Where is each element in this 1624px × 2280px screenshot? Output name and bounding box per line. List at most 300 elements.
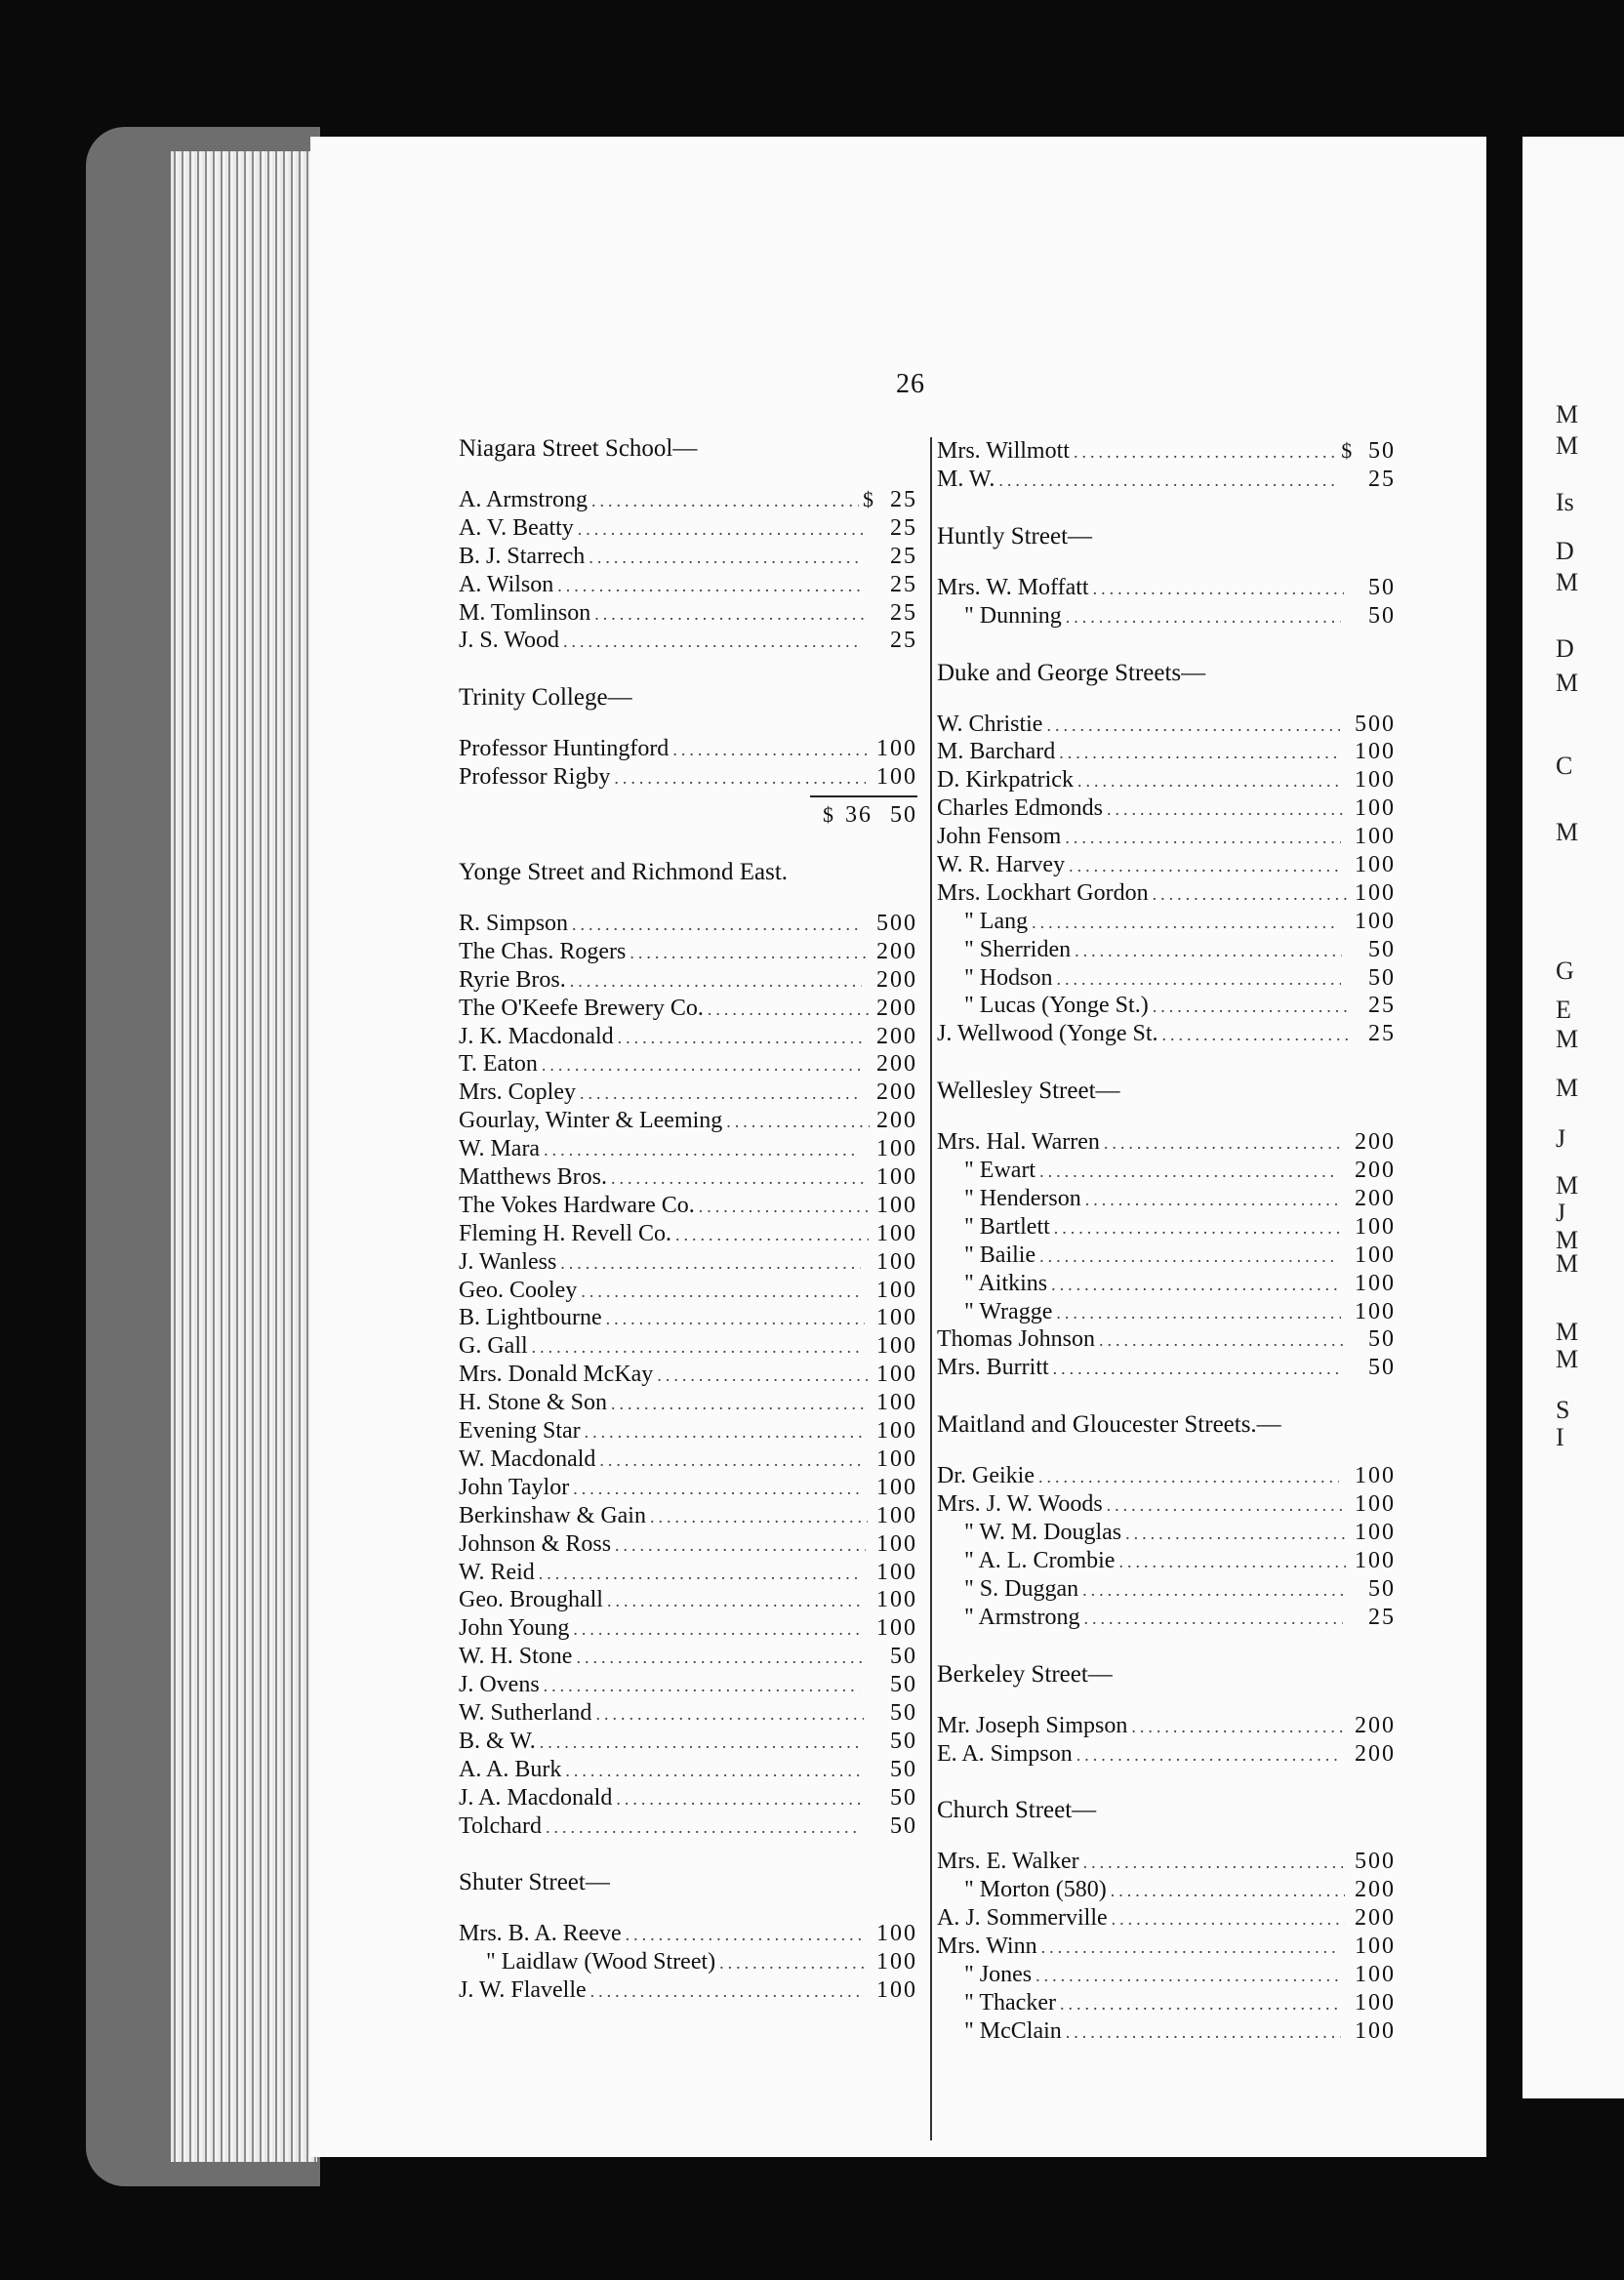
donor-entry	[459, 1332, 917, 1361]
amount-cents: 00	[1368, 1298, 1396, 1324]
donor-name: " A. L. Crombie	[964, 1547, 1116, 1573]
dollar-sign: $	[823, 802, 833, 828]
donor-entry	[459, 486, 917, 514]
dot-leader	[1046, 712, 1339, 740]
dot-leader	[1066, 2018, 1342, 2047]
amount-dollars: 1	[1355, 1298, 1368, 1324]
amount-dollars: 2	[1355, 1129, 1368, 1156]
donor-name: B. & W.	[459, 1728, 536, 1754]
donor-name: Tolchard	[459, 1812, 542, 1839]
amount-dollars: 2	[876, 1108, 890, 1134]
donor-name: Mrs. E. Walker	[937, 1849, 1079, 1875]
dot-leader	[1065, 824, 1341, 852]
dot-leader	[557, 572, 861, 600]
donor-entry	[459, 1756, 917, 1784]
amount-dollars: 2	[876, 1079, 890, 1106]
donor-name: The O'Keefe Brewery Co.	[459, 995, 704, 1021]
next-page-fragment: S	[1556, 1396, 1570, 1424]
dot-leader	[580, 1079, 863, 1108]
donor-name: Dr. Geikie	[937, 1463, 1035, 1489]
donor-entry	[937, 1242, 1396, 1270]
dot-leader	[1104, 1129, 1344, 1158]
amount-cents: 00	[1368, 1270, 1396, 1296]
donor-entry	[459, 1586, 917, 1614]
amount-dollars: 1	[876, 1305, 890, 1331]
next-page-fragment: M	[1556, 669, 1579, 697]
amount-dollars: 1	[876, 1615, 890, 1642]
amount-cents: 00	[889, 1248, 917, 1275]
section-heading: Berkeley Street—	[937, 1660, 1113, 1688]
donor-entry	[937, 879, 1396, 908]
donor-entry	[459, 966, 917, 995]
donor-name: Evening Star	[459, 1418, 581, 1445]
amount-cents: 00	[890, 1023, 917, 1049]
donor-name: R. Simpson	[459, 911, 569, 937]
amount-dollars: 1	[876, 1390, 890, 1416]
donor-entry	[937, 711, 1396, 739]
amount-dollars: 2	[1354, 1158, 1368, 1184]
section-spacer	[937, 1443, 1396, 1462]
amount-cents: 00	[890, 1108, 917, 1134]
section-heading: Maitland and Gloucester Streets.—	[937, 1411, 1281, 1439]
amount-dollars: 1	[1355, 1934, 1368, 1960]
donor-name: The Vokes Hardware Co.	[459, 1192, 695, 1218]
donor-name: " Bailie	[964, 1242, 1036, 1268]
amount-dollars: 2	[876, 995, 890, 1021]
donor-entry	[937, 851, 1396, 879]
donor-name: " Hodson	[964, 964, 1053, 991]
dot-leader	[1082, 1576, 1343, 1605]
amount-dollars: 1	[876, 1220, 890, 1246]
amount-cents: 00	[890, 1079, 917, 1106]
donor-entry	[459, 995, 917, 1023]
donor-entry	[459, 1643, 917, 1671]
amount-dollars: 1	[876, 1136, 890, 1162]
page-stack	[171, 151, 317, 2162]
amount-dollars: 1	[1355, 1270, 1368, 1296]
dot-leader	[1059, 739, 1341, 767]
dot-leader	[1099, 1326, 1344, 1355]
donor-name: Mrs. Burritt	[937, 1355, 1049, 1381]
donor-entry	[937, 1270, 1396, 1298]
dot-leader	[1074, 438, 1337, 467]
donor-entry	[937, 1490, 1396, 1519]
donor-entry	[937, 574, 1396, 602]
donor-entry	[459, 1192, 917, 1220]
donor-name: W. Reid	[459, 1559, 535, 1585]
donor-name: The Chas. Rogers	[459, 938, 627, 964]
donor-name: M. Barchard	[937, 739, 1056, 765]
amount-dollars: 2	[1355, 1712, 1368, 1738]
amount-cents: 50	[1368, 1355, 1396, 1381]
donor-name: John Young	[459, 1615, 570, 1642]
donor-entry	[459, 763, 917, 792]
donor-entry	[459, 1502, 917, 1530]
donor-name: " Lang	[964, 908, 1029, 934]
section-heading: Wellesley Street—	[937, 1078, 1120, 1105]
donor-entry	[459, 1699, 917, 1728]
amount-cents: 00	[890, 1136, 917, 1162]
next-page-fragment: M	[1556, 818, 1579, 846]
next-page-fragment: D	[1556, 537, 1574, 565]
next-page-fragment: M	[1556, 1025, 1579, 1053]
amount-cents: 50	[890, 1812, 918, 1839]
amount-cents: 00	[890, 1333, 917, 1360]
amount-cents: 00	[890, 966, 917, 993]
next-page-edge	[1522, 137, 1624, 2098]
dot-leader	[590, 1977, 864, 2006]
donor-entry	[937, 936, 1396, 964]
donor-entry	[937, 1933, 1396, 1961]
section-heading: Yonge Street and Richmond East.	[459, 859, 789, 886]
amount-cents: 00	[1368, 879, 1396, 906]
donor-entry	[459, 1812, 917, 1841]
amount-dollars: 1	[1355, 852, 1369, 878]
donor-entry	[459, 1163, 917, 1192]
donor-name: Mrs. Hal. Warren	[937, 1129, 1100, 1156]
donor-entry	[937, 1325, 1396, 1354]
donor-entry	[937, 1848, 1396, 1876]
amount-cents: 50	[1368, 964, 1396, 991]
amount-cents: 00	[1368, 1905, 1396, 1932]
dot-leader	[708, 996, 870, 1024]
donor-name: " McClain	[964, 2017, 1062, 2044]
amount-cents: 00	[1368, 1520, 1396, 1546]
dot-leader	[1111, 1877, 1345, 1905]
donor-entry	[459, 599, 917, 628]
donor-name: Mrs. Lockhart Gordon	[937, 879, 1149, 906]
dot-leader	[544, 1136, 860, 1164]
amount-dollars: 2	[876, 938, 890, 964]
donor-entry	[937, 1354, 1396, 1382]
donor-entry	[459, 1107, 917, 1135]
donor-entry	[459, 1559, 917, 1587]
amount-dollars: 1	[876, 1333, 890, 1360]
amount-cents: 00	[1368, 1849, 1396, 1875]
donor-name: A. Wilson	[459, 571, 554, 597]
amount-cents: 25	[890, 628, 918, 654]
dot-leader	[650, 1503, 868, 1531]
donor-name: " Jones	[964, 1961, 1033, 1987]
amount-dollars: 1	[1355, 1242, 1368, 1268]
amount-cents: 00	[1368, 908, 1396, 934]
donor-entry	[459, 1135, 917, 1163]
next-page-fragment: J	[1556, 1124, 1566, 1153]
section-heading: Huntly Street—	[937, 522, 1093, 550]
amount-dollars: 1	[876, 1277, 890, 1303]
amount-cents: 00	[890, 764, 917, 791]
amount-cents: 00	[890, 1615, 917, 1642]
donor-name: " S. Duggan	[964, 1575, 1079, 1602]
donor-name: John Fensom	[937, 824, 1062, 850]
section-spacer	[937, 691, 1396, 711]
amount-cents: 50	[890, 1699, 917, 1726]
donor-name: " Armstrong	[964, 1604, 1080, 1630]
donor-entry	[937, 1298, 1396, 1326]
amount-dollars: 1	[876, 1949, 890, 1975]
dot-leader	[616, 1785, 865, 1813]
amount-cents: 00	[1368, 739, 1396, 765]
section-heading: Niagara Street School—	[459, 435, 698, 462]
dot-leader	[591, 487, 859, 515]
dot-leader	[626, 1921, 867, 1949]
section-spacer	[937, 1692, 1396, 1712]
amount-dollars: 1	[1355, 1213, 1368, 1240]
dot-leader	[573, 1475, 862, 1503]
donor-entry	[459, 1728, 917, 1756]
dot-leader	[1069, 852, 1342, 880]
donor-name: " Wragge	[964, 1298, 1053, 1324]
amount-cents: 00	[1368, 1242, 1396, 1268]
donor-name: W. Mara	[459, 1136, 541, 1162]
dot-leader	[570, 967, 862, 996]
amount-cents: 00	[890, 1220, 917, 1246]
donor-entry	[459, 1614, 917, 1643]
donor-entry	[937, 823, 1396, 851]
dot-leader	[614, 764, 865, 793]
donor-entry	[937, 1185, 1396, 1213]
amount-cents: 00	[1368, 1961, 1396, 1987]
column-divider	[930, 437, 932, 2140]
donor-name: Mrs. Willmott	[937, 438, 1070, 464]
donor-name: Johnson & Ross	[459, 1530, 612, 1557]
donor-name: H. Stone & Son	[459, 1390, 608, 1416]
donor-entry	[459, 938, 917, 966]
dot-leader	[1053, 1355, 1341, 1383]
donor-name: " Thacker	[964, 1989, 1056, 2015]
dot-leader	[657, 1362, 868, 1390]
amount-dollars: 1	[876, 1192, 890, 1218]
next-page-fragment: I	[1556, 1423, 1564, 1451]
dot-leader	[594, 600, 864, 629]
next-page-fragment: M	[1556, 1171, 1579, 1200]
total-dollars: 36	[845, 802, 873, 829]
amount-cents: 00	[1368, 1989, 1396, 2015]
donor-entry	[459, 1050, 917, 1079]
amount-cents: 50	[1368, 1575, 1396, 1602]
amount-cents: 25	[1368, 1021, 1397, 1047]
total-rule	[810, 795, 917, 797]
amount-cents: 25	[890, 514, 917, 541]
subtotal-row	[459, 801, 917, 830]
dot-leader	[589, 544, 863, 572]
donor-name: Matthews Bros.	[459, 1164, 607, 1191]
dot-leader	[532, 1333, 859, 1362]
next-page-fragment: E	[1556, 996, 1571, 1024]
dot-leader	[611, 1390, 865, 1418]
next-page-fragment: C	[1556, 752, 1573, 780]
dot-leader	[1039, 1158, 1339, 1186]
dot-leader	[560, 1249, 861, 1278]
amount-cents: 25	[890, 599, 917, 626]
amount-dollars: 1	[876, 1164, 890, 1191]
dot-leader	[599, 1446, 864, 1475]
amount-cents: 00	[1368, 1877, 1396, 1903]
dot-leader	[1076, 1741, 1343, 1770]
amount-dollars: 1	[876, 1362, 890, 1388]
dot-leader	[1038, 1463, 1339, 1491]
section-heading: Duke and George Streets—	[937, 659, 1206, 686]
amount-dollars: 1	[876, 1474, 890, 1500]
donor-name: D. Kirkpatrick	[937, 767, 1074, 794]
donor-entry	[459, 1445, 917, 1474]
donor-entry	[459, 1976, 917, 2005]
donor-entry	[459, 1220, 917, 1248]
next-page-fragment: M	[1556, 1318, 1579, 1346]
amount-cents: 00	[1368, 1934, 1396, 1960]
donor-entry	[459, 1023, 917, 1051]
amount-dollars: 1	[1355, 739, 1368, 765]
donor-entry	[459, 571, 917, 599]
donor-entry	[937, 1519, 1396, 1547]
amount-cents: 50	[890, 1728, 917, 1754]
donor-name: W. Sutherland	[459, 1699, 592, 1726]
dot-leader	[1075, 937, 1342, 965]
amount-dollars: 1	[1354, 767, 1368, 794]
dot-leader	[699, 1193, 869, 1221]
donor-name: J. A. Macdonald	[459, 1784, 613, 1811]
donor-entry	[459, 910, 917, 938]
donor-entry	[937, 908, 1396, 936]
donor-name: " Henderson	[964, 1186, 1081, 1212]
amount-cents: 00	[889, 1051, 917, 1078]
donor-name: A. V. Beatty	[459, 514, 574, 541]
dot-leader	[607, 1587, 865, 1615]
donor-name: W. Macdonald	[459, 1445, 596, 1472]
amount-dollars: 1	[1354, 824, 1368, 850]
donor-entry	[459, 1389, 917, 1417]
donor-name: " W. M. Douglas	[964, 1520, 1122, 1546]
donor-name: B. J. Starrech	[459, 543, 586, 569]
dot-leader	[546, 1813, 860, 1842]
amount-cents: 00	[1368, 2017, 1396, 2044]
amount-dollars: 1	[876, 764, 890, 791]
next-page-fragment: M	[1556, 1074, 1579, 1102]
amount-dollars: 1	[1355, 795, 1369, 822]
amount-cents: 00	[1367, 824, 1396, 850]
donor-entry	[937, 437, 1396, 466]
amount-cents: 50	[1368, 936, 1396, 962]
donor-name: Thomas Johnson	[937, 1326, 1095, 1353]
section-spacer	[459, 1900, 917, 1920]
amount-cents: 00	[890, 1305, 917, 1331]
donor-name: T. Eaton	[459, 1051, 538, 1078]
dot-leader	[1118, 1548, 1345, 1576]
donor-name: Professor Rigby	[459, 764, 611, 791]
donor-name: M. W.	[937, 466, 995, 492]
donor-name: J. K. Macdonald	[459, 1023, 614, 1049]
dot-leader	[578, 515, 863, 544]
section-spacer	[459, 715, 917, 735]
donor-name: Ryrie Bros.	[459, 966, 566, 993]
dot-leader	[1083, 1849, 1343, 1877]
dot-leader	[1032, 909, 1339, 937]
dot-leader	[998, 467, 1336, 495]
donor-entry	[459, 627, 917, 655]
donor-entry	[937, 992, 1396, 1020]
donor-name: G. Gall	[459, 1333, 528, 1360]
donor-entry	[459, 1304, 917, 1332]
donor-entry	[459, 735, 917, 763]
donor-entry	[459, 1920, 917, 1948]
amount-dollars: 1	[876, 1530, 891, 1557]
amount-dollars: 1	[1355, 1491, 1368, 1518]
donor-name: Geo. Broughall	[459, 1587, 603, 1613]
amount-cents: 00	[1368, 1740, 1396, 1767]
next-page-fragment: M	[1556, 431, 1579, 460]
amount-dollars: 1	[876, 736, 890, 762]
donor-entry	[937, 602, 1396, 631]
donor-name: M. Tomlinson	[459, 599, 591, 626]
dot-leader	[726, 1108, 870, 1136]
section-spacer	[937, 1828, 1396, 1848]
amount-cents: 00	[1368, 1547, 1396, 1573]
donor-entry	[937, 1128, 1396, 1157]
section-spacer	[937, 1109, 1396, 1128]
dot-leader	[1083, 1605, 1342, 1633]
amount-dollars: 2	[1355, 1877, 1368, 1903]
dot-leader	[629, 939, 866, 967]
donor-entry	[459, 1079, 917, 1107]
donor-name: Berkinshaw & Gain	[459, 1502, 646, 1528]
amount-dollars: 1	[876, 1587, 890, 1613]
donor-name: A. J. Sommerville	[937, 1905, 1108, 1932]
section-spacer	[459, 890, 917, 910]
donor-name: John Taylor	[459, 1474, 570, 1500]
dot-leader	[1041, 1934, 1340, 1962]
dot-leader	[1060, 1990, 1341, 2018]
right-column	[937, 437, 1396, 2046]
amount-cents: 00	[890, 1502, 917, 1528]
donor-entry	[459, 1361, 917, 1389]
amount-dollars: 1	[1355, 1989, 1368, 2015]
amount-cents: 00	[890, 995, 917, 1021]
amount-cents: 50	[1368, 602, 1396, 629]
donor-name: " Sherriden	[964, 936, 1072, 962]
donor-name: Fleming H. Revell Co.	[459, 1220, 671, 1246]
amount-dollars: 1	[876, 1445, 891, 1472]
donor-entry	[937, 1904, 1396, 1933]
dot-leader	[1093, 575, 1344, 603]
donor-entry	[937, 1740, 1396, 1769]
dot-leader	[675, 1221, 869, 1249]
amount-dollars: 1	[876, 1418, 890, 1445]
amount-cents: 00	[1367, 1158, 1396, 1184]
dot-leader	[1035, 1962, 1339, 1990]
donor-entry	[937, 1712, 1396, 1740]
amount-cents: 50	[890, 1756, 917, 1782]
donor-name: J. Ovens	[459, 1672, 540, 1698]
amount-dollars: 1	[1355, 879, 1368, 906]
donor-name: J. Wanless	[459, 1248, 557, 1275]
dot-leader	[1107, 1491, 1345, 1520]
dot-leader	[540, 1729, 860, 1757]
donor-name: Mrs. B. A. Reeve	[459, 1921, 622, 1947]
amount-cents: 00	[1368, 852, 1397, 878]
dot-leader	[1056, 1299, 1340, 1327]
donor-name: W. H. Stone	[459, 1644, 573, 1670]
amount-dollars: 1	[876, 1559, 890, 1585]
amount-dollars: 2	[1355, 1740, 1368, 1767]
amount-cents: 00	[1368, 1463, 1397, 1489]
amount-cents: 00	[890, 1418, 917, 1445]
donor-entry	[937, 2017, 1396, 2046]
amount-cents: 00	[890, 1362, 917, 1388]
dot-leader	[1112, 1905, 1345, 1934]
dot-leader	[1056, 965, 1340, 994]
donor-name: W. Christie	[937, 711, 1043, 737]
donor-name: B. Lightbourne	[459, 1305, 602, 1331]
